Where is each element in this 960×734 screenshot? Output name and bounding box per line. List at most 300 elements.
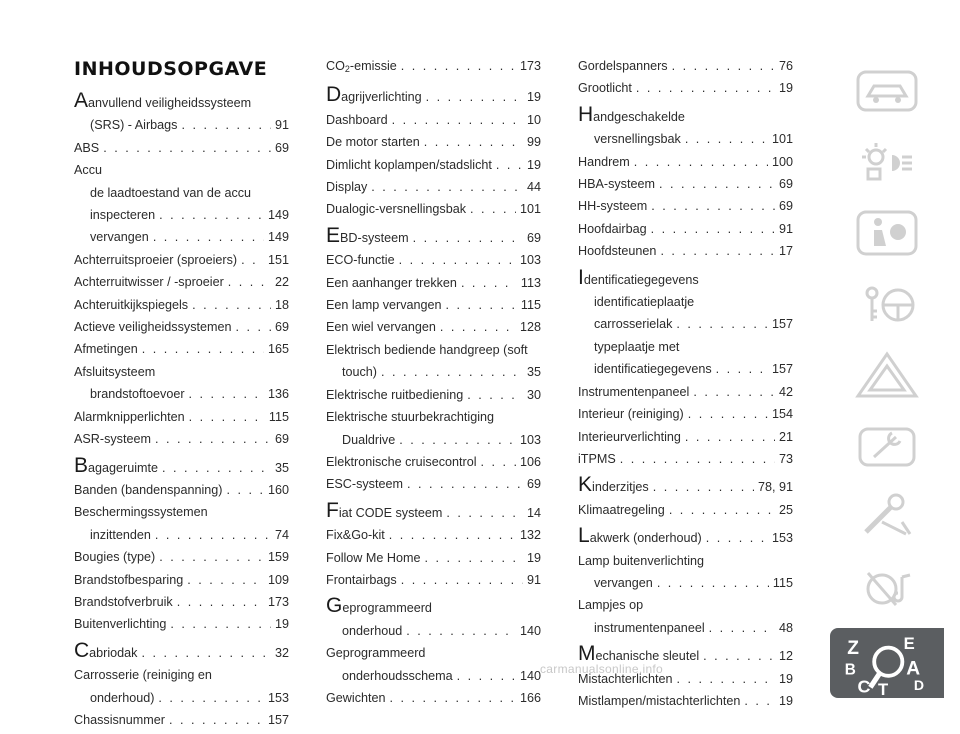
index-entry — [578, 102, 793, 126]
page-number[interactable]: 42 — [778, 384, 793, 399]
dot-leader — [159, 207, 264, 224]
index-entry — [326, 572, 541, 589]
index-entry-text: vervangen — [90, 230, 149, 245]
chapter-tab-emergency[interactable] — [830, 344, 944, 406]
page-number[interactable]: 35 — [526, 365, 541, 380]
index-entry — [326, 498, 541, 522]
index-entry-text: onderhoud — [342, 623, 403, 638]
page-number[interactable]: 173 — [519, 59, 541, 73]
dot-leader — [228, 274, 271, 291]
dot-leader — [446, 505, 523, 522]
index-entry-label: eprogrammeerd — [342, 601, 432, 616]
index-letter-a: A — [906, 658, 921, 680]
index-entry-text: Gewichten — [326, 690, 386, 705]
page-number[interactable]: 153 — [267, 690, 289, 705]
index-entry-text — [74, 638, 138, 662]
page-number[interactable]: 91 — [526, 572, 541, 587]
dot-leader — [155, 431, 271, 448]
index-entry — [578, 176, 793, 193]
index-entry — [578, 221, 793, 238]
page-number[interactable]: 106 — [519, 454, 541, 469]
page-number[interactable]: 140 — [519, 623, 541, 638]
index-entry — [578, 384, 793, 401]
index-entry — [326, 319, 541, 336]
dot-leader — [467, 387, 523, 404]
chapter-tab-safety[interactable] — [830, 202, 944, 264]
index-entry-text: onderhoudsschema — [342, 668, 453, 683]
section-initial-letter: I — [578, 265, 584, 289]
index-entry-text: Mistachterlichten — [578, 671, 673, 686]
index-entry — [326, 454, 541, 471]
index-entry — [578, 553, 793, 570]
airbag-icon — [852, 208, 922, 258]
page-number[interactable]: 165 — [267, 342, 289, 357]
index-entry — [578, 597, 793, 614]
index-column-3 — [578, 58, 793, 715]
dot-leader — [706, 530, 768, 547]
index-letter-z: Z — [847, 638, 860, 660]
index-entry — [578, 406, 793, 423]
tools-icon — [852, 492, 922, 542]
dot-leader — [236, 319, 271, 336]
page-number[interactable]: 69 — [778, 199, 793, 214]
index-entry — [74, 453, 289, 477]
dot-leader — [693, 384, 775, 401]
index-entry-text — [326, 58, 397, 78]
page-number[interactable]: 103 — [519, 432, 541, 447]
subscript: 2 — [344, 64, 350, 74]
index-entry — [326, 297, 541, 314]
index-entry-text: Dualdrive — [342, 432, 396, 447]
page-number[interactable]: 173 — [267, 594, 289, 609]
index-entry-text: (SRS) - Airbags — [90, 118, 178, 133]
dot-leader — [390, 690, 516, 707]
index-entry — [74, 364, 289, 381]
index-entry-label: inderzitjes — [592, 480, 649, 495]
page-number[interactable]: 19 — [778, 671, 793, 686]
index-entry-text: Dimlicht koplampen/stadslicht — [326, 157, 492, 172]
index-entry — [578, 693, 793, 710]
index-entry-text — [326, 83, 422, 107]
page-number[interactable]: 12 — [778, 649, 793, 664]
page-number[interactable]: 76 — [778, 59, 793, 73]
warning-triangle-icon — [852, 350, 922, 400]
dot-leader — [241, 252, 264, 269]
dot-leader — [651, 198, 775, 215]
index-entry-text — [74, 89, 252, 112]
index-entry — [74, 207, 289, 224]
index-entry-text: Banden (bandenspanning) — [74, 482, 223, 497]
page-number[interactable]: 99 — [526, 135, 541, 150]
page-number[interactable]: 115 — [772, 575, 793, 590]
index-entry-text — [578, 265, 699, 289]
car-icon — [852, 66, 922, 116]
section-initial-letter: A — [74, 89, 89, 112]
index-entry-text: Carrosserie (reiniging en — [74, 668, 212, 683]
index-entry — [74, 89, 289, 112]
page-number[interactable]: 157 — [267, 712, 289, 727]
section-initial-letter: G — [326, 594, 343, 618]
index-entry-label: agrijverlichting — [341, 90, 422, 105]
chapter-tab-multimedia[interactable] — [830, 557, 944, 619]
index-entry — [74, 117, 289, 134]
page-number[interactable]: 91 — [778, 221, 793, 236]
index-entry — [74, 638, 289, 662]
index-entry-text: Accu — [74, 163, 102, 178]
index-entry — [326, 550, 541, 567]
page-number[interactable]: 19 — [778, 693, 793, 708]
index-entry — [74, 185, 289, 202]
index-entry — [74, 229, 289, 246]
dot-leader — [424, 550, 523, 567]
dot-leader — [158, 690, 264, 707]
page-number[interactable]: 115 — [520, 298, 541, 313]
page-number[interactable]: 101 — [519, 202, 541, 217]
index-entry-text: de laadtoestand van de accu — [90, 185, 252, 200]
index-entry — [74, 140, 289, 157]
index-entry-text: Lamp buitenverlichting — [578, 553, 705, 568]
index-entry — [326, 342, 541, 359]
dot-leader — [709, 620, 775, 637]
page-number[interactable]: 157 — [771, 362, 793, 377]
index-entry — [326, 201, 541, 218]
page-number[interactable]: 157 — [771, 317, 793, 332]
page-number[interactable]: 166 — [519, 690, 541, 705]
page-number[interactable]: 140 — [519, 668, 541, 683]
dot-leader — [413, 230, 523, 247]
index-entry-text — [74, 453, 159, 477]
index-entry — [326, 527, 541, 544]
index-entry-text: HH-systeem — [578, 199, 648, 214]
index-entry — [578, 620, 793, 637]
dot-leader — [636, 80, 775, 97]
index-entry-label: akwerk (onderhoud) — [589, 531, 702, 546]
index-entry — [74, 431, 289, 448]
index-entry-text: Elektrisch bediende handgreep (soft — [326, 342, 528, 357]
index-entry — [326, 623, 541, 640]
index-entry — [326, 594, 541, 618]
settings-music-icon — [852, 563, 922, 613]
dot-leader — [189, 409, 265, 426]
index-entry — [326, 134, 541, 151]
dot-leader — [392, 112, 523, 129]
index-entry — [326, 179, 541, 196]
dot-leader — [189, 386, 264, 403]
dot-leader — [685, 131, 768, 148]
index-letter-c: C — [857, 676, 871, 695]
page-number[interactable]: 78, 91 — [757, 480, 793, 495]
dot-leader — [659, 176, 775, 193]
index-entry-text: Dashboard — [326, 112, 388, 127]
dot-leader — [401, 572, 523, 589]
page-number[interactable]: 160 — [267, 482, 289, 497]
index-entry-text — [578, 524, 702, 548]
page-number[interactable]: 44 — [526, 180, 541, 195]
dot-leader — [181, 117, 271, 134]
page-number[interactable]: 10 — [526, 112, 541, 127]
page-number[interactable]: 69 — [778, 177, 793, 192]
index-entry-text: typeplaatje met — [594, 339, 680, 354]
index-entry-label: agageruimte — [88, 460, 159, 475]
dot-leader — [170, 616, 271, 633]
index-entry-text: Buitenverlichting — [74, 617, 167, 632]
index-entry — [578, 316, 793, 333]
index-entry — [326, 58, 541, 78]
dot-leader — [496, 157, 523, 174]
index-column-1 — [74, 84, 289, 734]
dot-leader — [744, 693, 775, 710]
index-entry-text: Een lamp vervangen — [326, 298, 442, 313]
index-entry — [326, 690, 541, 707]
page-number[interactable]: 154 — [771, 407, 793, 422]
index-entry — [578, 502, 793, 519]
index-entry-text — [578, 102, 685, 126]
index-entry — [74, 572, 289, 589]
dot-leader — [620, 451, 775, 468]
dot-leader — [192, 297, 271, 314]
page-number[interactable]: 69 — [274, 140, 289, 155]
page-number[interactable]: 32 — [274, 645, 289, 660]
dot-leader — [481, 454, 516, 471]
index-entry-text: Bougies (type) — [74, 550, 156, 565]
index-entry-text: Elektronische cruisecontrol — [326, 454, 477, 469]
index-entry — [74, 297, 289, 314]
index-entry — [578, 294, 793, 311]
dot-leader — [660, 243, 775, 260]
section-initial-letter: L — [578, 524, 590, 548]
index-letter-d: D — [913, 676, 925, 693]
dot-leader — [470, 201, 516, 218]
index-entry-text: Afsluitsysteem — [74, 364, 156, 379]
page-number[interactable]: 73 — [778, 451, 793, 466]
index-entry-text: Brandstofbesparing — [74, 572, 184, 587]
index-entry-text: Fix&Go-kit — [326, 528, 385, 543]
index-entry-text: identificatieplaatje — [594, 295, 695, 310]
page-number[interactable]: 153 — [771, 531, 793, 546]
dot-leader — [153, 229, 264, 246]
page-number[interactable]: 101 — [771, 132, 793, 147]
index-entry-text: Interieur (reiniging) — [578, 407, 684, 422]
index-entry-text: Achteruitkijkspiegels — [74, 297, 189, 312]
index-entry-text: Elektrische stuurbekrachtiging — [326, 410, 494, 425]
index-entry — [326, 275, 541, 292]
index-entry-label: anvullend veiligheidssysteem — [88, 96, 252, 110]
chapter-tab-starting[interactable] — [830, 273, 944, 335]
page-number[interactable]: 19 — [526, 550, 541, 565]
page-number[interactable]: 103 — [519, 253, 541, 268]
dot-leader — [401, 58, 516, 75]
dot-leader — [653, 479, 754, 496]
index-entry-text: Klimaatregeling — [578, 502, 665, 517]
index-entry — [578, 154, 793, 171]
index-entry — [326, 83, 541, 107]
page-number[interactable]: 69 — [526, 477, 541, 492]
index-entry-text: Grootlicht — [578, 81, 632, 96]
dot-leader — [677, 671, 775, 688]
index-entry — [578, 473, 793, 497]
index-entry-text: Achterruitsproeier (sproeiers) — [74, 252, 238, 267]
index-entry-text: ECO-functie — [326, 253, 395, 268]
index-entry-label: abriodak — [89, 645, 138, 660]
page-number[interactable]: 74 — [274, 527, 289, 542]
index-entry — [326, 432, 541, 449]
page-number[interactable]: 69 — [274, 432, 289, 447]
index-entry-text: ASR-systeem — [74, 432, 151, 447]
index-entry — [578, 575, 793, 592]
page-number[interactable]: 136 — [267, 387, 289, 402]
page-number[interactable]: 69 — [526, 230, 541, 245]
index-entry-text: brandstoftoevoer — [90, 387, 185, 402]
chapter-tab-lights[interactable] — [830, 131, 944, 193]
dot-leader — [407, 476, 523, 493]
dot-leader — [406, 623, 516, 640]
page-number[interactable]: 21 — [778, 429, 793, 444]
page-number[interactable]: 48 — [778, 620, 793, 635]
page-number[interactable]: 19 — [526, 157, 541, 172]
page-number[interactable]: 115 — [268, 409, 289, 424]
page-number[interactable]: 19 — [526, 90, 541, 105]
index-entry — [578, 131, 793, 148]
page-number[interactable]: 91 — [274, 118, 289, 133]
index-entry — [326, 668, 541, 685]
dot-leader — [651, 221, 775, 238]
page-number[interactable]: 149 — [267, 230, 289, 245]
page-title: INHOUDSOPGAVE — [74, 58, 268, 80]
dot-leader — [457, 668, 516, 685]
page-number[interactable]: 19 — [778, 81, 793, 96]
dot-leader — [399, 432, 516, 449]
index-letter-b: B — [844, 661, 856, 679]
index-letter-e: E — [903, 633, 915, 653]
index-entry-text: touch) — [342, 365, 378, 380]
page-number[interactable]: 113 — [520, 275, 541, 290]
section-initial-letter: F — [326, 498, 339, 522]
index-entry-text: Een wiel vervangen — [326, 320, 436, 335]
index-entry-text: Dualogic-versnellingsbak — [326, 202, 467, 217]
index-entry — [326, 223, 541, 247]
index-entry — [326, 112, 541, 129]
wrench-car-icon — [852, 421, 922, 471]
index-entry-text — [578, 473, 649, 497]
index-entry-text: onderhoud) — [90, 690, 155, 705]
section-initial-letter: H — [578, 102, 594, 126]
chapter-tab-maintenance[interactable] — [830, 415, 944, 477]
index-entry-label: dentificatiegegevens — [583, 272, 699, 287]
chapter-tab-technical[interactable] — [830, 486, 944, 548]
dot-leader — [461, 275, 517, 292]
page-number[interactable]: 30 — [526, 387, 541, 402]
index-entry — [578, 265, 793, 289]
index-entry-text: Frontairbags — [326, 572, 397, 587]
index-entry — [74, 409, 289, 426]
index-entry-text: Display — [326, 180, 368, 195]
index-entry-text: Instrumentenpaneel — [578, 384, 690, 399]
index-entry — [74, 162, 289, 179]
dot-leader — [424, 134, 523, 151]
page-number[interactable]: 128 — [519, 320, 541, 335]
section-initial-letter: C — [74, 638, 90, 662]
index-entry-text: Beschermingssystemen — [74, 505, 208, 520]
page-number[interactable]: 159 — [267, 550, 289, 565]
index-entry-text: De motor starten — [326, 135, 420, 150]
index-entry — [578, 524, 793, 548]
dot-leader — [142, 341, 264, 358]
section-initial-letter: E — [326, 223, 341, 247]
index-entry-text: Afmetingen — [74, 342, 138, 357]
chapter-sidebar — [830, 60, 944, 707]
index-entry-text: Elektrische ruitbediening — [326, 387, 464, 402]
index-entry — [326, 364, 541, 381]
index-entry-text: Hoofdairbag — [578, 221, 647, 236]
chapter-tab-car[interactable] — [830, 60, 944, 122]
dot-leader — [177, 594, 264, 611]
index-entry — [326, 645, 541, 662]
dot-leader — [685, 429, 775, 446]
dot-leader — [389, 527, 516, 544]
page-number[interactable]: 19 — [274, 617, 289, 632]
page-number[interactable]: 25 — [778, 502, 793, 517]
index-entry-text: Interieurverlichting — [578, 429, 681, 444]
index-entry-text — [326, 498, 443, 522]
page-number[interactable]: 22 — [274, 275, 289, 290]
page-number[interactable]: 149 — [267, 208, 289, 223]
index-entry — [578, 339, 793, 356]
index-entry-label: BD-systeem — [340, 230, 409, 245]
index-entry — [578, 198, 793, 215]
index-column-2 — [326, 58, 541, 712]
page-number[interactable]: 18 — [274, 297, 289, 312]
index-entry-text: Geprogrammeerd — [326, 646, 426, 661]
index-entry-text: Een aanhanger trekken — [326, 275, 457, 290]
page-number[interactable]: 100 — [771, 154, 793, 169]
page-number[interactable]: 35 — [274, 460, 289, 475]
index-entry — [578, 361, 793, 378]
index-entry-label: iat CODE systeem — [338, 505, 443, 520]
index-entry-text: Alarmknipperlichten — [74, 409, 185, 424]
dot-leader — [446, 297, 517, 314]
index-entry — [74, 690, 289, 707]
dot-leader — [440, 319, 516, 336]
page-number[interactable]: 69 — [274, 320, 289, 335]
dot-leader — [399, 252, 516, 269]
index-entry-label: echanische sleutel — [595, 649, 700, 664]
index-entry-label-suffix: -emissie — [349, 59, 397, 73]
index-entry — [74, 252, 289, 269]
dot-leader — [169, 712, 264, 729]
index-entry — [326, 157, 541, 174]
dot-leader — [688, 406, 768, 423]
index-entry-text — [326, 223, 409, 247]
page-number[interactable]: 151 — [267, 252, 289, 267]
chapter-tab-index[interactable] — [830, 628, 944, 698]
page-number[interactable]: 109 — [267, 572, 289, 587]
dot-leader — [159, 549, 264, 566]
index-entry — [74, 712, 289, 729]
index-entry-text: Brandstofverbruik — [74, 594, 173, 609]
page-number[interactable]: 17 — [778, 244, 793, 259]
index-entry — [74, 386, 289, 403]
index-entry — [578, 451, 793, 468]
dot-leader — [162, 460, 271, 477]
index-entry — [578, 80, 793, 97]
page-number[interactable]: 14 — [526, 505, 541, 520]
page-number[interactable]: 132 — [519, 528, 541, 543]
index-entry-text: Mistlampen/mistachterlichten — [578, 693, 741, 708]
index-entry-text: carrosserielak — [594, 317, 673, 332]
index-entry — [74, 341, 289, 358]
index-entry — [578, 243, 793, 260]
dot-leader — [716, 361, 768, 378]
